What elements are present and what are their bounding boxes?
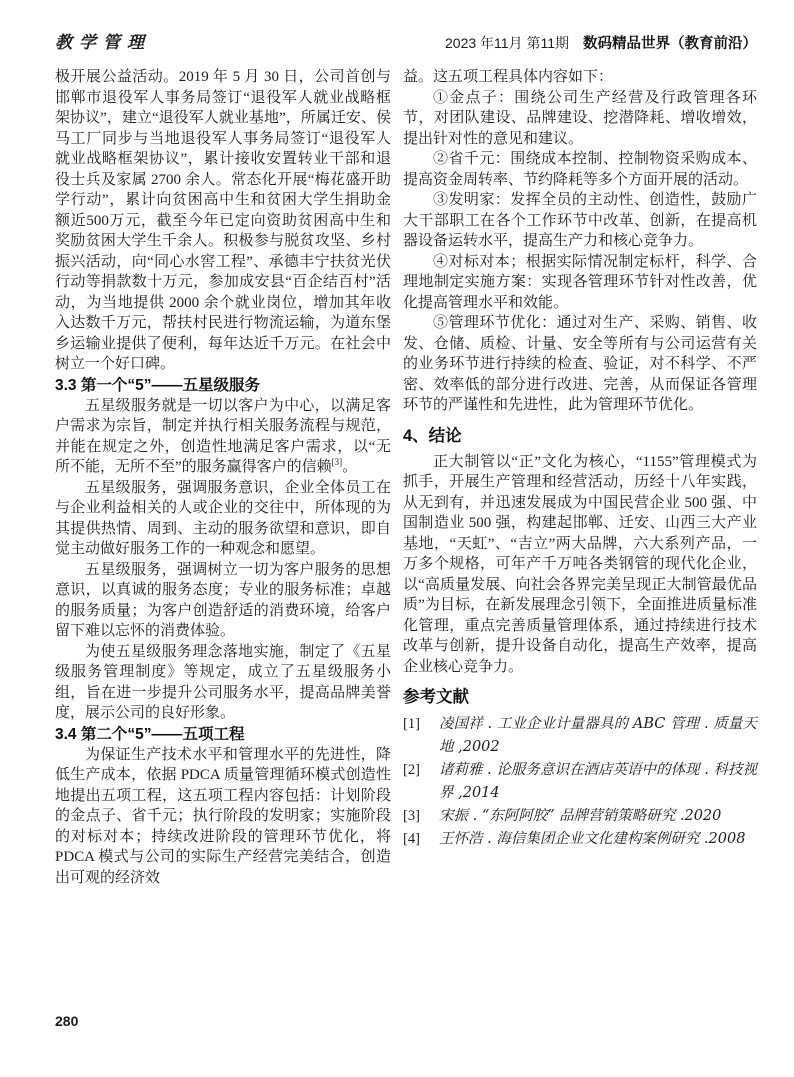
right-column — [403, 67, 757, 851]
paragraph — [55, 396, 391, 478]
reference-label: [3] — [403, 808, 420, 824]
paragraph — [403, 88, 757, 150]
paragraph-text: ③发明家：发挥全员的主动性、创造性，鼓励广大干部职工在各个工作环节中改革、创新，在提高机器设备运转水平，提高生产力和核心竞争力。 — [403, 192, 757, 249]
paragraph — [55, 745, 391, 889]
paragraph-text: ④对标对本；根据实际情况制定标杆，科学、合理地制定实施方案：实现各管理环节针对性改善，优化提高管理水平和效能。 — [403, 253, 757, 311]
paragraph — [55, 478, 391, 560]
paragraph-text: 极开展公益活动。2019 年 5 月 30 日，公司首创与邯郸市退役军人事务局签订“退役军人就业战略框架协议”，建立“退役军人就业基地”，所属迁安、侯马工厂同步与当地退役军人事务局签订“退役军人就业战略框架协议”，累计接收安置转业干部和退役士兵及家属 2700 余人。常态化开展“梅花盛开助学行动”，累计向贫困高中生和贫困大学生捐助金额近500万元，截至今年已定向资助贫困高中生和奖励贫困大学生千余人。积极参与脱贫攻坚、乡村振兴活动，向“同心水窖工程”、承德丰宁扶贫光伏行动等捐款数十万元，参加成安县“百企结百村”活动，为当地提供 2000 余个就业岗位，增加其年收入达数千万元，帮扶村民进行物流运输，为道东堡乡运输业提供了便利，每年达近千万元。在社会中树立一个好口碑。 — [55, 69, 391, 372]
journal-title: 数码精品世界（教育前沿） — [583, 36, 757, 52]
paragraph-text: 五星级服务就是一切以客户为中心，以满足客户需求为宗旨，制定并执行相关服务流程与规范，并能在规定之外，创造性地满足客户需求，以“无所不能，无所不至”的服务赢得客户的信赖 — [55, 397, 391, 475]
issue-info: 2023 年11月 第11期 — [445, 35, 569, 51]
reference-item — [403, 805, 757, 828]
paragraph — [403, 190, 757, 252]
page-number: 280 — [55, 1013, 79, 1029]
paragraph — [403, 149, 757, 190]
paragraph-text: 为保证生产技术水平和管理水平的先进性，降低生产成本，依据 PDCA 质量管理循环模式创造性地提出五项工程，这五项工程内容包括：计划阶段的金点子、省千元；执行阶段的发明家；实施阶段的对标对本；持续改进阶段的管理环节优化，将 PDCA 模式与公司的实际生产经营完美结合，创造出可观的经济效 — [55, 746, 391, 886]
paragraph — [403, 252, 757, 314]
paragraph-text: 五星级服务，强调服务意识，企业全体员工在与企业利益相关的人或企业的交往中，所体现的为其提供热情、周到、主动的服务欲望和意识，即自觉主动做好服务工作的一种观念和愿望。 — [55, 479, 391, 557]
paragraph-text: 为使五星级服务理念落地实施，制定了《五星级服务管理制度》等规定，成立了五星级服务小组，旨在进一步提升公司服务水平，提高品牌美誉度，展示公司的良好形象。 — [55, 643, 391, 721]
left-column — [55, 67, 391, 888]
reference-item — [403, 713, 757, 759]
section-heading: 4、结论 — [403, 426, 462, 445]
reference-item — [403, 759, 757, 805]
paragraph-text: ①金点子：围绕公司生产经营及行政管理各环节，对团队建设、品牌建设、挖潜降耗、增收增效，提出针对性的意见和建议。 — [403, 89, 757, 147]
paragraph — [55, 642, 391, 724]
subsection-heading: 3.3 第一个“5”——五星级服务 — [55, 376, 260, 394]
journal-section-mark: 教学管理 — [55, 33, 151, 53]
citation-marker: [3] — [331, 457, 343, 467]
reference-label: [2] — [403, 762, 420, 778]
reference-item — [403, 828, 757, 851]
paragraph-text: 益。这五项工程具体内容如下： — [403, 69, 614, 85]
section-heading: 参考文献 — [403, 688, 469, 706]
paragraph — [55, 67, 391, 375]
paragraph-text: 五星级服务，强调树立一切为客户服务的思想意识，以真诚的服务态度；专业的服务标准；卓越的服务质量；为客户创造舒适的消费环境，给客户留下难以忘怀的消费体验。 — [55, 561, 391, 639]
reference-text: 诸莉雅 . 论服务意识在酒店英语中的体现 . 科技视界 ,2014 — [439, 762, 757, 801]
reference-text: 王怀浩 . 海信集团企业文化建构案例研究 .2008 — [439, 831, 746, 847]
paragraph — [403, 313, 757, 416]
paragraph-text: 正大制管以“正”文化为核心，“1155”管理模式为抓手，开展生产管理和经营活动，历经十八年实践，从无到有，并迅速发展成为中国民营企业 500 强、中国制造业 500 强，构建起邯郸、迁安、山西三大产业基地，“天虹”、“吉立”两大品牌，六大系列产品，一万多个规格，可年产千万吨各类钢管的现代化企业，以“高质量发展、向社会各界完美呈现正大制管最优品质”为目标，在新发展理念引领下，全面推进质量标准化管理，重点完善质量管理体系，通过持续进行技术改革与创新，提升设备自动化，提高生产效率，提高企业核心竞争力。 — [403, 453, 757, 675]
reference-label: [4] — [403, 831, 420, 847]
paragraph — [55, 560, 391, 642]
header-issue-line — [445, 32, 757, 53]
page-header — [55, 28, 757, 53]
reference-text: 凌国祥 . 工业企业计量器具的 ABC 管理 . 质量天地 ,2002 — [439, 716, 757, 755]
paragraph-text-tail: 。 — [342, 459, 358, 475]
paragraph-text: ⑤管理环节优化：通过对生产、采购、销售、收发、仓储、质检、计量、安全等所有与公司运营有关的业务环节进行持续的检查、验证，对不科学、不严密、效率低的部分进行改进、完善，从而保证各管理环节的严谨性和先进性，此为管理环节优化。 — [403, 315, 757, 413]
paragraph — [403, 67, 757, 88]
paragraph — [403, 452, 757, 678]
subsection-heading: 3.4 第二个“5”——五项工程 — [55, 725, 245, 743]
reference-label: [1] — [403, 716, 420, 732]
paragraph-text: ②省千元：围绕成本控制、控制物资采购成本、提高资金周转率、节约降耗等多个方面开展的活动。 — [403, 151, 757, 188]
reference-text: 宋振 . “东阿阿胶” 品牌营销策略研究 .2020 — [439, 808, 722, 824]
